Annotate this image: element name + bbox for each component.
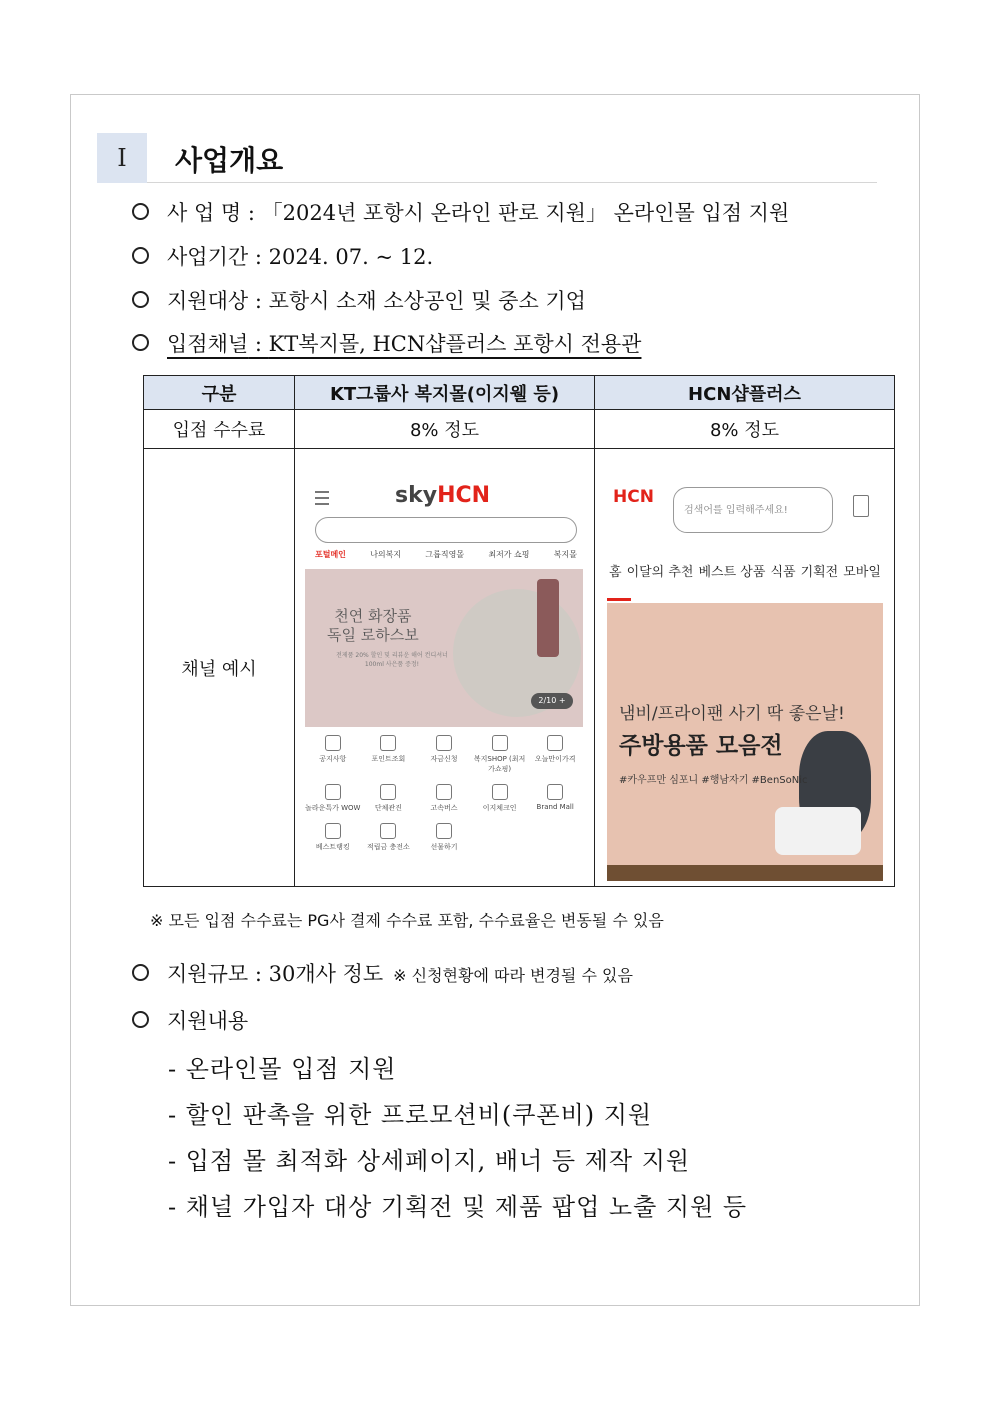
example-kt-cell [295,449,595,887]
hcn-nav [609,561,881,580]
scale-text: 30개사 정도 [268,962,384,986]
hcn-banner-line-1: 냄비/프라이팬 사기 딱 좋은날! [619,703,845,724]
cookware-stand-image [775,807,861,855]
hcn-banner-tags: #카우프만 심포니 #행남자기 #BenSoNic [619,774,808,786]
sky-tab: 나의복지 [370,549,402,559]
hcn-shop-screenshot [601,469,883,867]
header-cell: 구분 [144,376,295,410]
shopping-bag-icon [853,495,869,517]
table-row [144,449,895,887]
circle-bullet-icon [132,291,149,308]
banner-title-1: 천연 화장품 [334,606,412,625]
hcn-nav-item: 기획전 [800,564,839,580]
hcn-nav-item: 베스트 상품 [698,564,766,580]
sky-icon-item: 오늘만이가격 [527,735,583,774]
section-number: Ⅰ [97,133,147,183]
banner-title-2: 독일 로하스보 [327,625,419,644]
channel-underlined: 입점채널 : KT복지몰, HCN샵플러스 포항시 전용관 [167,332,642,356]
sky-icon-item: 단체관진 [361,784,417,813]
sky-icon-item: Brand Mall [527,784,583,813]
circle-bullet-icon [132,964,149,981]
sky-brand-logo [395,483,490,508]
overview-item-period: 사업기간 : 2024. 07. ~ 12. [132,241,433,271]
hamburger-menu-icon [315,491,329,505]
shop-icon [492,735,508,751]
point-icon [380,735,396,751]
sky-icon-item: 포인트조회 [361,735,417,774]
overview-text: 2024. 07. ~ 12. [268,245,434,269]
overview-label: 지원대상 [167,289,249,313]
example-label-cell: 채널 예시 [144,449,295,887]
hcn-nav-item: 홈 [609,564,622,580]
sky-banner-sub: 전제품 20% 할인 및 리뷰운 해어 컨디셔너 100ml 사은품 증정! [336,651,448,668]
sky-tab: 그룹직영몰 [425,549,465,559]
hcn-nav-item: 이달의 추천 [626,564,694,580]
channel-table [143,375,895,887]
wood-floor-image [607,865,883,881]
brand-prefix: sky [395,482,438,508]
scale-item: 지원규모 : 30개사 정도 ※ 신청현황에 따라 변경될 수 있음 [132,958,633,988]
overview-label: 사업기간 [167,245,249,269]
banner-pager: 2/10 + [531,693,573,709]
hcn-banner-line-2: 주방용품 모음전 [619,732,783,759]
content-sub-item: - 온라인몰 입점 지원 [168,1055,397,1083]
section-title: 사업개요 [175,144,284,177]
table-row [144,410,895,449]
overview-item-channel [132,328,641,358]
ranking-icon [325,823,341,839]
sky-banner [305,569,583,727]
alarm-icon [325,784,341,800]
header-cell: HCN샵플러스 [595,376,895,410]
hcn-nav-item: 식품 [770,564,796,580]
overview-item-name: 사 업 명 : 「2024년 포항시 온라인 판로 지원」 온라인몰 입점 지원 [132,197,789,227]
overview-text: 포항시 소재 소상공인 및 중소 기업 [268,289,586,313]
hcn-search-bar: 검색어를 입력해주세요! [673,487,833,533]
bus-icon [436,784,452,800]
circle-bullet-icon [132,247,149,264]
scale-label: 지원규모 [167,962,249,986]
hcn-logo: HCN [613,486,654,507]
sky-icon-item: 베스트랭킹 [305,823,361,852]
sky-icon-item: 복지SHOP (최저가쇼핑) [472,735,528,774]
content-sub-item: - 입점 몰 최적화 상세페이지, 배너 등 제작 지원 [168,1147,691,1175]
scale-note: ※ 신청현황에 따라 변경될 수 있음 [393,966,633,985]
hcn-banner [607,603,883,881]
fee-hcn-cell: 8% 정도 [595,410,895,449]
overview-item-target: 지원대상 : 포항시 소재 소상공인 및 중소 기업 [132,285,586,315]
sky-tab: 복지몰 [553,549,577,559]
example-hcn-cell [595,449,895,887]
content-item [132,1005,248,1035]
header-cell: KT그룹사 복지몰(이지웰 등) [295,376,595,410]
content-sub-item: - 할인 판촉을 위한 프로모션비(쿠폰비) 지원 [168,1101,653,1129]
overview-label: 입점채널 [167,332,249,356]
overview-label: 사 업 명 [167,201,242,225]
circle-bullet-icon [132,334,149,351]
stethoscope-icon [380,784,396,800]
sky-icon-item: 선물하기 [416,823,472,852]
sky-tab: 최저가 쇼핑 [488,549,530,559]
today-icon [547,735,563,751]
sky-icon-item: 이지체크인 [472,784,528,813]
sky-hcn-screenshot [305,469,583,867]
sky-icon-item: 고속버스 [416,784,472,813]
sky-search-bar [315,517,577,543]
content-label: 지원내용 [167,1009,249,1033]
sky-icon-item: 자금신청 [416,735,472,774]
overview-text: 「2024년 포항시 온라인 판로 지원」 온라인몰 입점 지원 [261,201,790,225]
fee-kt-cell: 8% 정도 [295,410,595,449]
fee-note: ※ 모든 입점 수수료는 PG사 결제 수수료 포함, 수수료율은 변동될 수 있음 [150,911,664,930]
document-icon [436,735,452,751]
circle-bullet-icon [132,1011,149,1028]
overview-text: KT복지몰, HCN샵플러스 포항시 전용관 [268,332,642,356]
sky-tab: 포털메인 [315,549,346,559]
hcn-nav-item: 모바일 [843,564,881,580]
sky-icon-item: 적립금 충전소 [361,823,417,852]
coin-icon [380,823,396,839]
sky-icon-grid [305,735,583,852]
gift-icon [436,823,452,839]
brand-main: HCN [437,482,491,508]
mall-icon [547,784,563,800]
fee-label-cell: 입점 수수료 [144,410,295,449]
content-sub-item: - 채널 가입자 대상 기획전 및 제품 팝업 노출 지원 등 [168,1193,748,1221]
table-header-row [144,376,895,410]
circle-bullet-icon [132,203,149,220]
building-icon [492,784,508,800]
sky-banner-title [327,607,419,645]
active-nav-indicator [607,598,631,601]
sky-icon-item: 놀라운특가 WOW [305,784,361,813]
section-header [97,133,877,183]
notice-icon [325,735,341,751]
cosmetic-bottle-image [537,579,559,657]
sky-icon-item: 공지사항 [305,735,361,774]
sky-tabs [315,549,577,560]
